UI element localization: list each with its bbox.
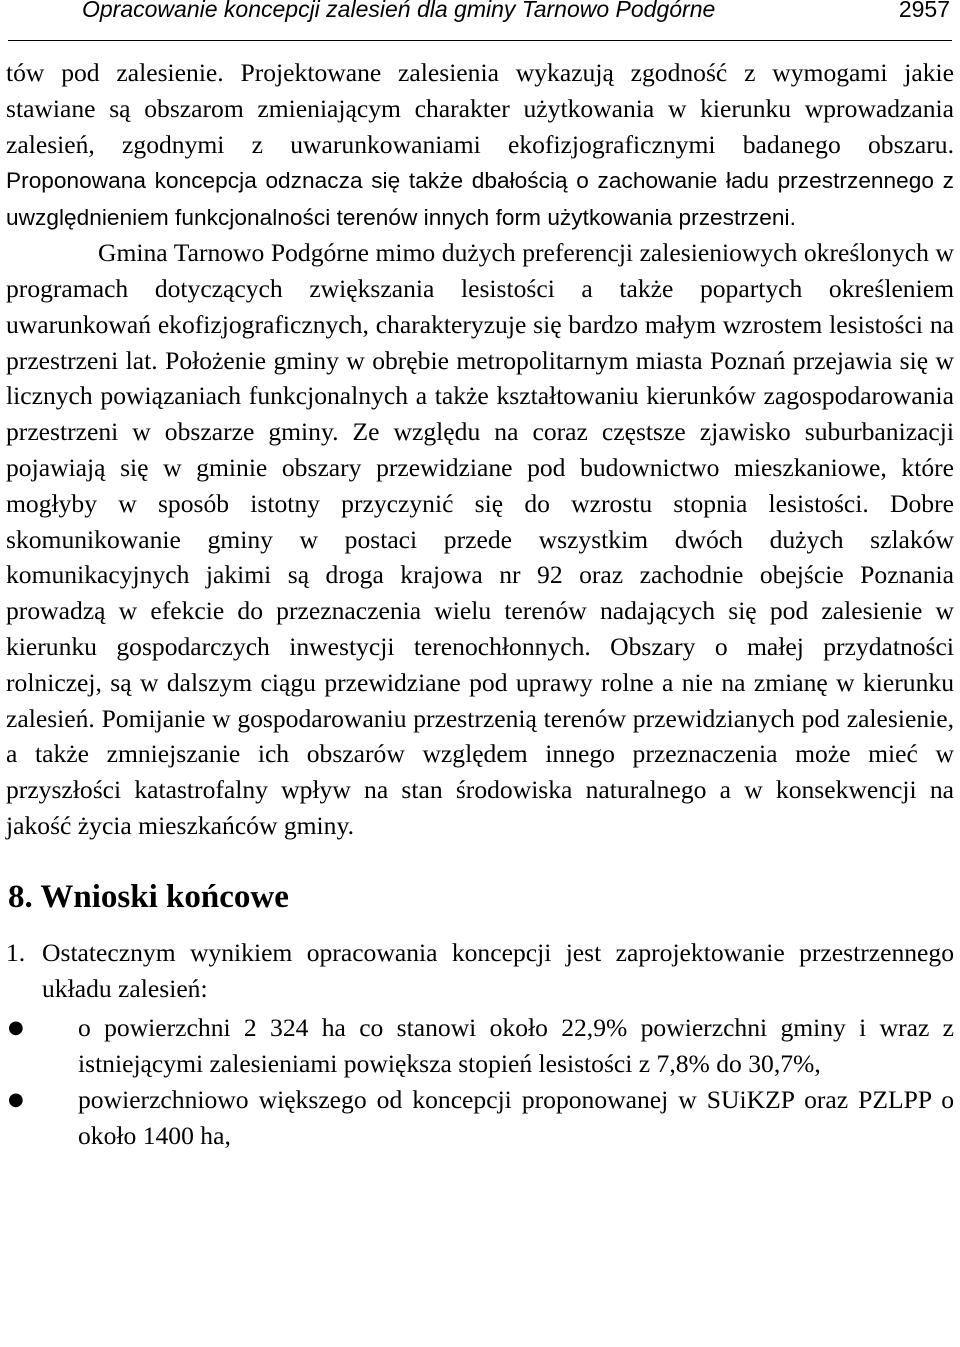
section-heading: 8. Wnioski końcowe [8, 878, 289, 915]
list-item [6, 1082, 954, 1154]
bullet-icon: ● [8, 1088, 24, 1110]
bullet-icon: ● [8, 1017, 24, 1039]
paragraph-1 [6, 55, 954, 235]
bullet-text: o powierzchni 2 324 ha co stanowi około 22,9% powierzchni gminy i wraz z istniejącymi zalesieniami powiększa stopień lesistości z 7,8% do 30,7%, [78, 1013, 954, 1079]
paragraph-2-lead-text: Gmina Tarnowo Podgórne mimo dużych preferencji zalesieniowych określonych w programach dotyczących zwiększania lesistości a także popartych określeniem uwarunkowań ekofizjograficznych, charakteryzuje się bardzo małym wzrostem lesistości na przestrzeni lat. [6, 238, 954, 375]
list-item [6, 1010, 954, 1082]
conclusion-item-text: Ostatecznym wynikiem opracowania koncepcji jest zaprojektowanie przestrzennego układu zalesień: [42, 937, 954, 1003]
paragraph-2-continuation-text: Położenie gminy w obrębie metropolitarnym miasta Poznań przejawia się w licznych powiązaniach funkcjonalnych a także kształtowaniu kierunków zagospodarowania przestrzeni w obszarze gminy. Ze względu na coraz częstsze zjawisko suburbanizacji pojawiają się w gminie obszary przewidziane pod budownictwo mieszkaniowe, które mogłyby w sposób istotny przyczynić się do wzrostu stopnia lesistości. Dobre skomunikowanie gminy w postaci przede wszystkim dwóch dużych szlaków komunikacyjnych jakimi są droga krajowa nr 92 oraz zachodnie obejście Poznania prowadzą w efekcie do przeznaczenia wielu terenów nadających się pod zalesienie w kierunku gospodarczych inwestycji terenochłonnych. Obszary o małej przydatności rolniczej, są w dalszym ciągu przewidziane pod uprawy rolne a nie na zmianę w kierunku zalesień. Pomijanie w gospodarowaniu przestrzenią terenów przewidzianych pod zalesienie, a także zmniejszanie ich obszarów względem innego przeznaczenia może mieć w przyszłości katastrofalny wpływ na stan środowiska naturalnego a w konsekwencji na jakość życia mieszkańców gminy. [6, 345, 955, 840]
conclusion-bullet-list [6, 1010, 954, 1153]
page-number: 2957 [898, 0, 950, 22]
conclusion-item-body [42, 935, 954, 1007]
paragraph-2 [6, 235, 954, 844]
header-title: Opracowanie koncepcji zalesień dla gminy Tarnowo Podgórne [82, 0, 716, 22]
conclusion-item-number: 1. [6, 937, 26, 967]
paragraph-1-sans-text: Proponowana koncepcja odznacza się także dbałością o zachowanie ładu przestrzennego z uwzględnieniem funkcjonalności terenów innych form użytkowania przestrzeni. [6, 168, 954, 230]
running-header [8, 0, 952, 41]
paragraph-1-serif-text: tów pod zalesienie. Projektowane zalesienia wykazują zgodność z wymogami jakie stawiane są obszarom zmieniającym charakter użytkowania w kierunku wprowadzania zalesień, zgodnymi z uwarunkowaniami ekofizjograficznymi badanego obszaru. [6, 58, 954, 159]
bullet-text: powierzchniowo większego od koncepcji proponowanej w SUiKZP oraz PZLPP o około 1400 ha, [78, 1084, 954, 1150]
conclusion-item-1 [6, 935, 954, 1007]
